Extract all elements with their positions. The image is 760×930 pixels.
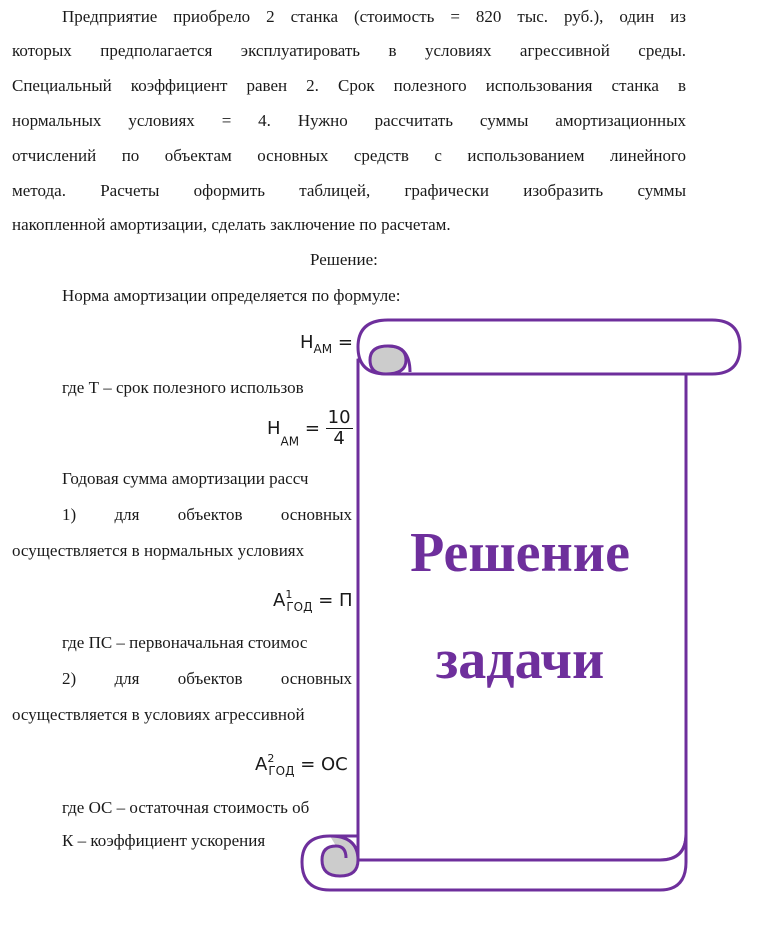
problem-line-1: Предприятие приобрело 2 станка (стоимость = 820 тыс. руб.), один из bbox=[62, 7, 686, 26]
problem-line-4: нормальных условиях = 4. Нужно рассчитать суммы амортизационных bbox=[12, 111, 686, 130]
problem-line-3: Специальный коэффициент равен 2. Срок полезного использования станка в bbox=[12, 76, 686, 95]
problem-line-7: накопленной амортизации, сделать заключение по расчетам. bbox=[12, 215, 451, 234]
scroll-sheet bbox=[358, 348, 686, 860]
problem-line-6: метода. Расчеты оформить таблицей, графически изобразить суммы bbox=[12, 181, 686, 200]
banner-title-line-1: Решение bbox=[410, 522, 630, 584]
where-os-line: где ОС – остаточная стоимость об bbox=[62, 798, 310, 817]
k-line: К – коэффициент ускорения bbox=[62, 831, 266, 850]
item2-line-a: 2) для объектов основных bbox=[62, 669, 352, 688]
item2-line-b: осуществляется в условиях агрессивной bbox=[12, 705, 305, 724]
problem-line-2: которых предполагается эксплуатировать в условиях агрессивной среды. bbox=[12, 41, 686, 60]
where-t-line: где Т – срок полезного использов bbox=[62, 378, 304, 397]
banner-title-line-2: задачи bbox=[435, 629, 605, 691]
formula-annual-normal: $А^1_{ГОД} = П$ bbox=[273, 588, 353, 614]
formula-norm-value: $Н_{АМ}$ = $\frac{10}{4}$ bbox=[267, 407, 351, 449]
formula-norm: $Н_{АМ}$ = bbox=[300, 332, 353, 356]
solution-heading: Решение: bbox=[310, 250, 378, 269]
where-ps-line: где ПС – первоначальная стоимос bbox=[62, 633, 308, 652]
item1-line-b: осуществляется в нормальных условиях bbox=[12, 541, 305, 560]
norm-intro: Норма амортизации определяется по формуле: bbox=[62, 286, 401, 305]
scroll-top-roll bbox=[358, 320, 740, 374]
formula-annual-aggressive: $А^2_{ГОД}$ = ОС bbox=[255, 752, 348, 778]
problem-line-5: отчислений по объектам основных средств с использованием линейного bbox=[12, 146, 686, 165]
item1-line-a: 1) для объектов основных bbox=[62, 505, 352, 524]
annual-intro: Годовая сумма амортизации рассч bbox=[62, 469, 309, 488]
